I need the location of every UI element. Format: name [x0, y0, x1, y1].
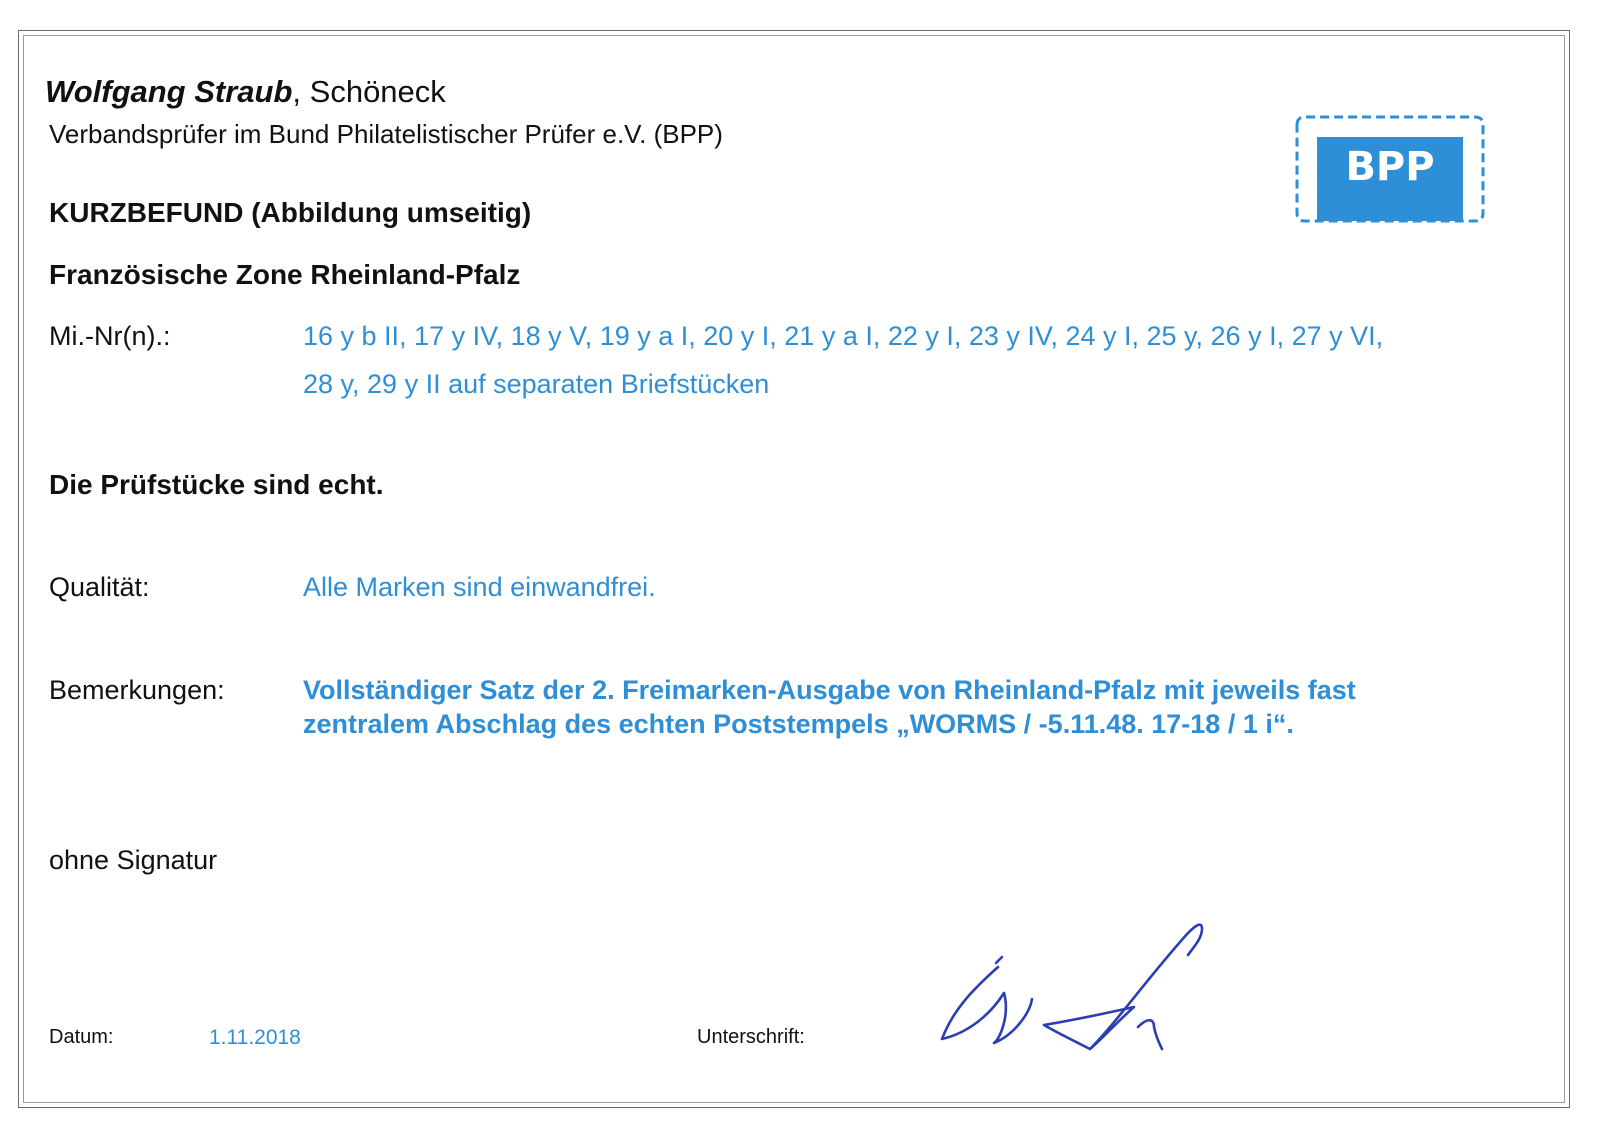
remarks-label: Bemerkungen: [49, 675, 225, 705]
remarks-line: zentralem Abschlag des echten Poststempels „WORMS / -5.11.48. 17-18 / 1 i“. [303, 709, 1294, 739]
date-value: 1.11.2018 [209, 1026, 301, 1049]
date-label: Datum: [49, 1026, 114, 1048]
mi-number-label: Mi.-Nr(n).: [49, 321, 171, 351]
quality-label: Qualität: [49, 572, 150, 602]
mi-number-values-line: 28 y, 29 y II auf separaten Briefstücken [303, 369, 770, 399]
examiner-subtitle: Verbandsprüfer im Bund Philatelistischer Prüfer e.V. (BPP) [49, 119, 723, 149]
examiner-name: Wolfgang Straub [45, 74, 293, 109]
bpp-stamp-logo-icon [1295, 115, 1485, 223]
examiner-line [45, 74, 446, 110]
zone-title: Französische Zone Rheinland-Pfalz [49, 259, 521, 290]
signature-label: Unterschrift: [697, 1026, 805, 1048]
document-heading: KURZBEFUND (Abbildung umseitig) [49, 197, 532, 228]
handwritten-signature [940, 915, 1260, 1065]
quality-value: Alle Marken sind einwandfrei. [303, 572, 656, 602]
signature-note: ohne Signatur [49, 845, 218, 875]
remarks-line: Vollständiger Satz der 2. Freimarken-Ausgabe von Rheinland-Pfalz mit jeweils fast [303, 675, 1356, 705]
bpp-logo-text: BPP [1345, 144, 1435, 190]
verdict-text: Die Prüfstücke sind echt. [49, 469, 384, 500]
mi-number-values-line: 16 y b II, 17 y IV, 18 y V, 19 y a I, 20 y I, 21 y a I, 22 y I, 23 y IV, 24 y I, 25 y, 26 y I, 27 y VI, [303, 321, 1384, 351]
examiner-location: , Schöneck [292, 74, 446, 109]
